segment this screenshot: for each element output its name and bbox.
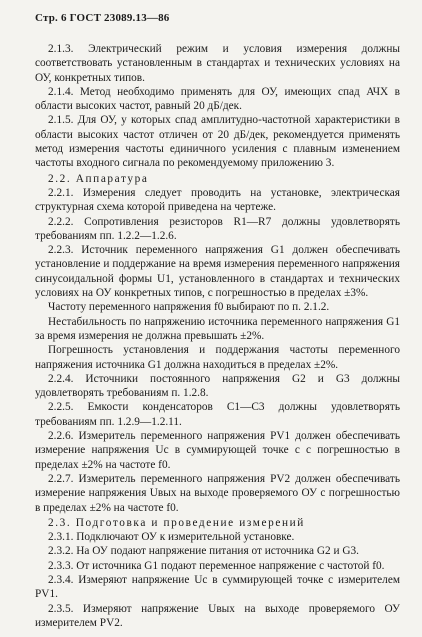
paragraph-2-2-6: 2.2.6. Измеритель переменного напряжения PV1 должен обеспечивать измерение напряжения Uc в суммирующей точке с с погрешностью в пределах ±2% на частоте f0. bbox=[35, 430, 400, 471]
paragraph-2-2-7: 2.2.7. Измеритель переменного напряжения PV2 должен обеспечивать измерение напряжения Uвых на выходе проверяемого ОУ с погрешностью в пределах ±2% на частоте f0. bbox=[35, 472, 400, 514]
paragraph-2-3-5: 2.3.5. Измеряют напряжение Uвых на выходе проверяемого ОУ измерителем PV2. bbox=[35, 602, 400, 629]
paragraph-2-2-4: 2.2.4. Источники постоянного напряжения G2 и G3 должны удовлетворять требованиям п. 1.2.8. bbox=[35, 372, 400, 400]
paragraph-2-3-4: 2.3.4. Измеряют напряжение Uc в суммирующей точке с измерителем PV1. bbox=[35, 573, 400, 601]
page-number: Стр. 6 bbox=[35, 12, 67, 24]
document-body bbox=[35, 42, 400, 630]
paragraph-2-3-2: 2.3.2. На ОУ подают напряжение питания от источника G2 и G3. bbox=[48, 545, 359, 558]
paragraph-2-2-3: 2.2.3. Источник переменного напряжения G1 должен обеспечивать установление и поддержание на время измерения переменного напряжения синусоидальной формы U1, установленного в стандартах и технических условиях на ОУ конкретных типов, с погрешностью в пределах ±3%. bbox=[35, 244, 400, 300]
paragraph-2-1-3: 2.1.3. Электрический режим и условия измерения должны соответствовать установленным в стандартах и технических условиях на ОУ, конкретных типов. bbox=[35, 43, 400, 84]
paragraph-instability: Нестабильность по напряжению источника переменного напряжения G1 за время измерения не должна превышать ±2%. bbox=[35, 315, 400, 342]
paragraph-2-2-5: 2.2.5. Емкости конденсаторов C1—C3 должны удовлетворять требованиям пп. 1.2.9—1.2.11. bbox=[35, 401, 400, 428]
paragraph-2-2-1: 2.2.1. Измерения следует проводить на установке, электрическая структурная схема которой приведена на чертеже. bbox=[35, 186, 400, 214]
paragraph-2-2-2: 2.2.2. Сопротивления резисторов R1—R7 должны удовлетворять требованиям пп. 1.2.2—1.2.6. bbox=[35, 215, 400, 242]
standard-number: ГОСТ 23089.13—86 bbox=[69, 12, 170, 24]
paragraph-2-1-4: 2.1.4. Метод необходимо применять для ОУ, имеющих спад АЧХ в области высоких частот, равный 20 дБ/дек. bbox=[35, 85, 400, 113]
section-heading-2-2: 2.2. Аппаратура bbox=[48, 172, 149, 185]
paragraph-error: Погрешность установления и поддержания частоты переменного напряжения источника G1 должна находиться в пределах ±2%. bbox=[35, 344, 400, 371]
paragraph-2-3-1: 2.3.1. Подключают ОУ к измерительной установке. bbox=[48, 531, 295, 544]
page-header bbox=[35, 12, 400, 24]
paragraph-2-3-3: 2.3.3. От источника G1 подают переменное напряжение с частотой f0. bbox=[48, 559, 385, 572]
paragraph-frequency: Частоту переменного напряжения f0 выбирают по п. 2.1.2. bbox=[48, 301, 330, 314]
section-heading-2-3: 2.3. Подготовка и проведение измерений bbox=[48, 516, 305, 529]
paragraph-2-1-5: 2.1.5. Для ОУ, у которых спад амплитудно-частотной характеристики в области высоких частот отличен от 20 дБ/дек, рекомендуется применять метод измерения частоты единичного усиления с плавным изменением частоты входного сигнала по рекомендуемому приложению 3. bbox=[35, 114, 400, 170]
